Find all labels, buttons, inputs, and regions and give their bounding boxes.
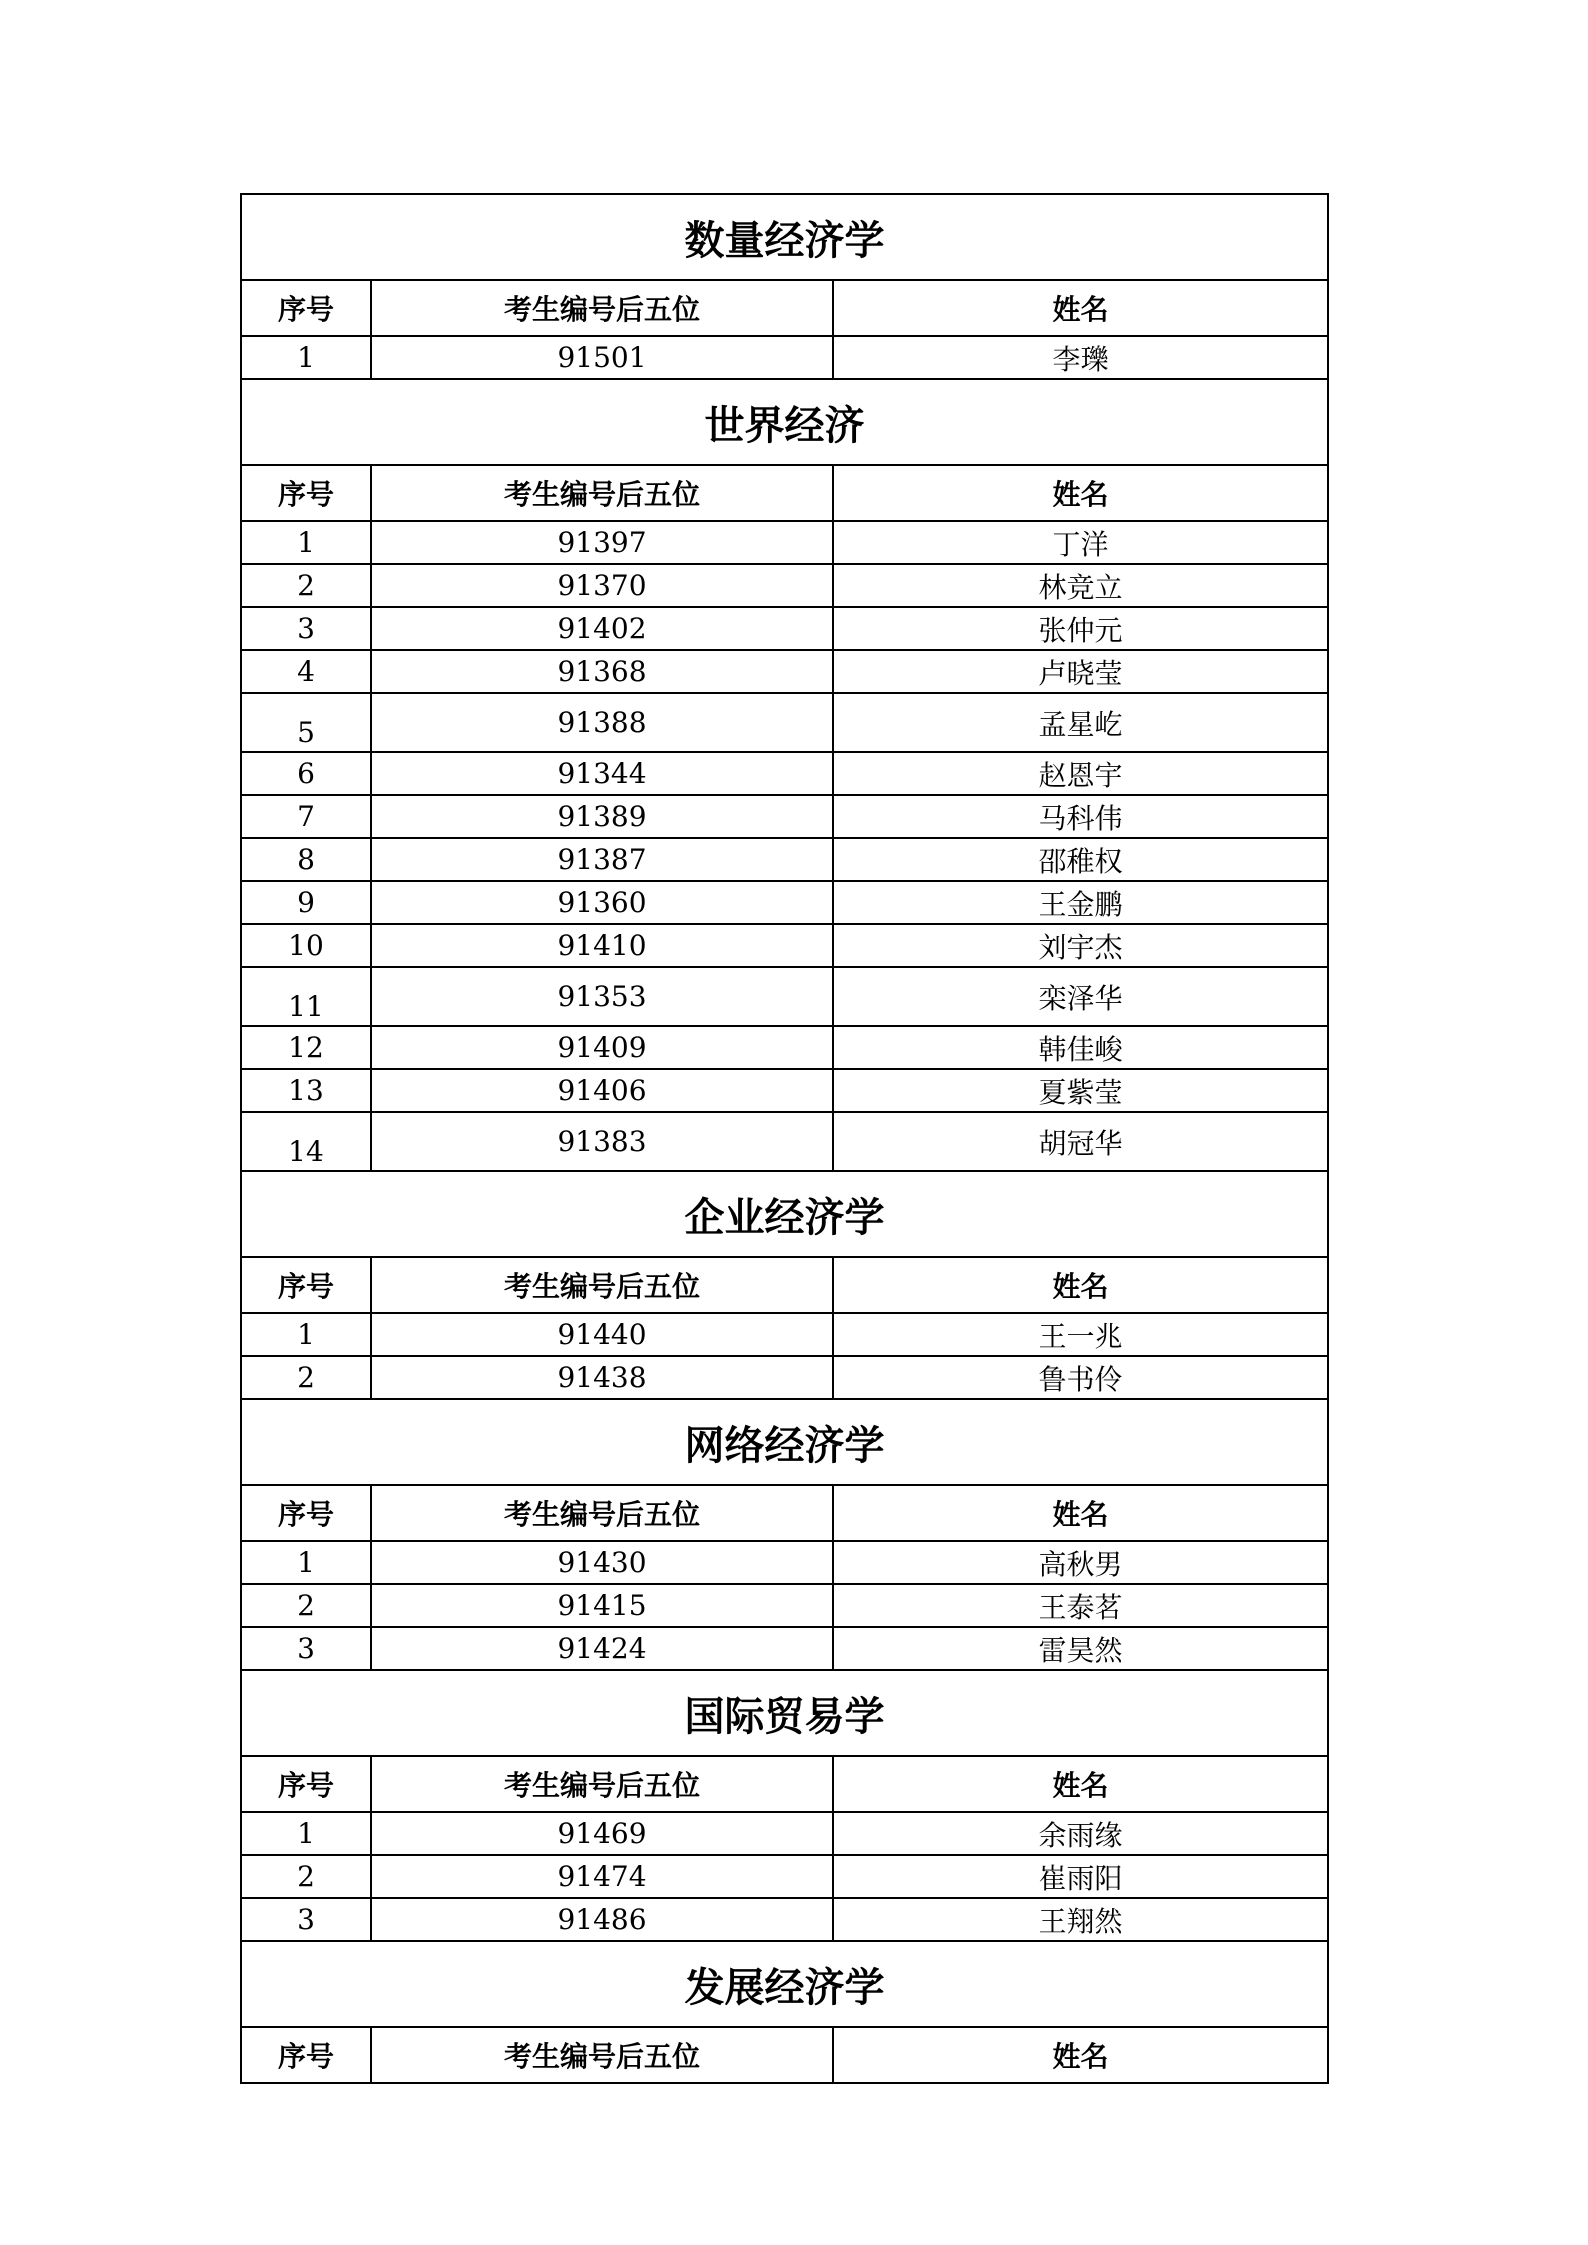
table-row: [241, 1112, 1328, 1171]
section-title-row: [241, 379, 1328, 465]
table-row: [241, 1855, 1328, 1898]
column-header-row: [241, 1485, 1328, 1541]
section-title: 国际贸易学: [241, 1670, 1328, 1756]
section-title-row: [241, 1941, 1328, 2027]
cell-seq: 3: [241, 1898, 371, 1941]
cell-name: 王泰茗: [833, 1584, 1328, 1627]
header-exam-id: 考生编号后五位: [371, 1257, 833, 1313]
table-row: [241, 1356, 1328, 1399]
table-row: [241, 1541, 1328, 1584]
column-header-row: [241, 280, 1328, 336]
cell-name: 李瓅: [833, 336, 1328, 379]
header-seq: 序号: [241, 1485, 371, 1541]
cell-exam-id: 91360: [371, 881, 833, 924]
cell-name: 丁洋: [833, 521, 1328, 564]
cell-seq: 2: [241, 1584, 371, 1627]
cell-name: 胡冠华: [833, 1112, 1328, 1171]
cell-seq: 14: [241, 1112, 371, 1171]
cell-name: 高秋男: [833, 1541, 1328, 1584]
cell-seq: 7: [241, 795, 371, 838]
cell-seq: 5: [241, 693, 371, 752]
cell-name: 卢晓莹: [833, 650, 1328, 693]
header-seq: 序号: [241, 465, 371, 521]
header-seq: 序号: [241, 1257, 371, 1313]
cell-name: 林竞立: [833, 564, 1328, 607]
cell-exam-id: 91344: [371, 752, 833, 795]
cell-exam-id: 91397: [371, 521, 833, 564]
table-row: [241, 838, 1328, 881]
section-title: 数量经济学: [241, 194, 1328, 280]
header-exam-id: 考生编号后五位: [371, 465, 833, 521]
header-name: 姓名: [833, 1485, 1328, 1541]
cell-seq: 1: [241, 521, 371, 564]
header-name: 姓名: [833, 2027, 1328, 2083]
cell-seq: 3: [241, 607, 371, 650]
table-row: [241, 607, 1328, 650]
cell-exam-id: 91410: [371, 924, 833, 967]
cell-exam-id: 91402: [371, 607, 833, 650]
cell-exam-id: 91424: [371, 1627, 833, 1670]
cell-seq: 3: [241, 1627, 371, 1670]
table-row: [241, 752, 1328, 795]
cell-exam-id: 91438: [371, 1356, 833, 1399]
cell-name: 孟星屹: [833, 693, 1328, 752]
cell-exam-id: 91440: [371, 1313, 833, 1356]
table-row: [241, 881, 1328, 924]
column-header-row: [241, 1756, 1328, 1812]
cell-exam-id: 91370: [371, 564, 833, 607]
cell-name: 马科伟: [833, 795, 1328, 838]
cell-name: 余雨缘: [833, 1812, 1328, 1855]
table-row: [241, 650, 1328, 693]
cell-name: 雷昊然: [833, 1627, 1328, 1670]
cell-name: 王金鹏: [833, 881, 1328, 924]
cell-name: 鲁书伶: [833, 1356, 1328, 1399]
cell-name: 韩佳峻: [833, 1026, 1328, 1069]
table-row: [241, 564, 1328, 607]
cell-seq: 2: [241, 1855, 371, 1898]
section-title: 世界经济: [241, 379, 1328, 465]
cell-seq: 8: [241, 838, 371, 881]
cell-name: 王一兆: [833, 1313, 1328, 1356]
cell-exam-id: 91474: [371, 1855, 833, 1898]
cell-exam-id: 91501: [371, 336, 833, 379]
cell-seq: 12: [241, 1026, 371, 1069]
header-seq: 序号: [241, 280, 371, 336]
table-row: [241, 1627, 1328, 1670]
table-row: [241, 924, 1328, 967]
cell-exam-id: 91388: [371, 693, 833, 752]
header-seq: 序号: [241, 2027, 371, 2083]
cell-seq: 9: [241, 881, 371, 924]
column-header-row: [241, 1257, 1328, 1313]
document-page: [240, 193, 1327, 2084]
cell-name: 王翔然: [833, 1898, 1328, 1941]
cell-exam-id: 91430: [371, 1541, 833, 1584]
cell-seq: 13: [241, 1069, 371, 1112]
table-body: [241, 194, 1328, 2083]
section-title: 网络经济学: [241, 1399, 1328, 1485]
section-title-row: [241, 1670, 1328, 1756]
column-header-row: [241, 465, 1328, 521]
table-row: [241, 1812, 1328, 1855]
cell-exam-id: 91406: [371, 1069, 833, 1112]
section-title-row: [241, 194, 1328, 280]
cell-exam-id: 91469: [371, 1812, 833, 1855]
cell-exam-id: 91389: [371, 795, 833, 838]
cell-seq: 1: [241, 336, 371, 379]
header-name: 姓名: [833, 280, 1328, 336]
header-name: 姓名: [833, 465, 1328, 521]
table-row: [241, 1069, 1328, 1112]
table-row: [241, 795, 1328, 838]
table-row: [241, 1026, 1328, 1069]
header-seq: 序号: [241, 1756, 371, 1812]
cell-seq: 11: [241, 967, 371, 1026]
cell-seq: 2: [241, 1356, 371, 1399]
table-row: [241, 1898, 1328, 1941]
cell-name: 栾泽华: [833, 967, 1328, 1026]
cell-exam-id: 91486: [371, 1898, 833, 1941]
header-exam-id: 考生编号后五位: [371, 1756, 833, 1812]
table-row: [241, 967, 1328, 1026]
section-title: 发展经济学: [241, 1941, 1328, 2027]
header-exam-id: 考生编号后五位: [371, 2027, 833, 2083]
cell-exam-id: 91415: [371, 1584, 833, 1627]
cell-exam-id: 91387: [371, 838, 833, 881]
section-title-row: [241, 1399, 1328, 1485]
header-exam-id: 考生编号后五位: [371, 1485, 833, 1541]
table-row: [241, 1584, 1328, 1627]
cell-name: 邵稚权: [833, 838, 1328, 881]
header-exam-id: 考生编号后五位: [371, 280, 833, 336]
table-row: [241, 1313, 1328, 1356]
column-header-row: [241, 2027, 1328, 2083]
table-row: [241, 336, 1328, 379]
cell-seq: 6: [241, 752, 371, 795]
table-row: [241, 693, 1328, 752]
header-name: 姓名: [833, 1257, 1328, 1313]
cell-name: 张仲元: [833, 607, 1328, 650]
cell-exam-id: 91409: [371, 1026, 833, 1069]
cell-name: 夏紫莹: [833, 1069, 1328, 1112]
cell-name: 赵恩宇: [833, 752, 1328, 795]
cell-seq: 1: [241, 1812, 371, 1855]
header-name: 姓名: [833, 1756, 1328, 1812]
section-title: 企业经济学: [241, 1171, 1328, 1257]
cell-exam-id: 91383: [371, 1112, 833, 1171]
cell-exam-id: 91353: [371, 967, 833, 1026]
cell-seq: 1: [241, 1541, 371, 1584]
cell-name: 崔雨阳: [833, 1855, 1328, 1898]
cell-seq: 4: [241, 650, 371, 693]
cell-name: 刘宇杰: [833, 924, 1328, 967]
table-row: [241, 521, 1328, 564]
cell-exam-id: 91368: [371, 650, 833, 693]
cell-seq: 10: [241, 924, 371, 967]
admission-list-table: [240, 193, 1329, 2084]
cell-seq: 1: [241, 1313, 371, 1356]
section-title-row: [241, 1171, 1328, 1257]
cell-seq: 2: [241, 564, 371, 607]
